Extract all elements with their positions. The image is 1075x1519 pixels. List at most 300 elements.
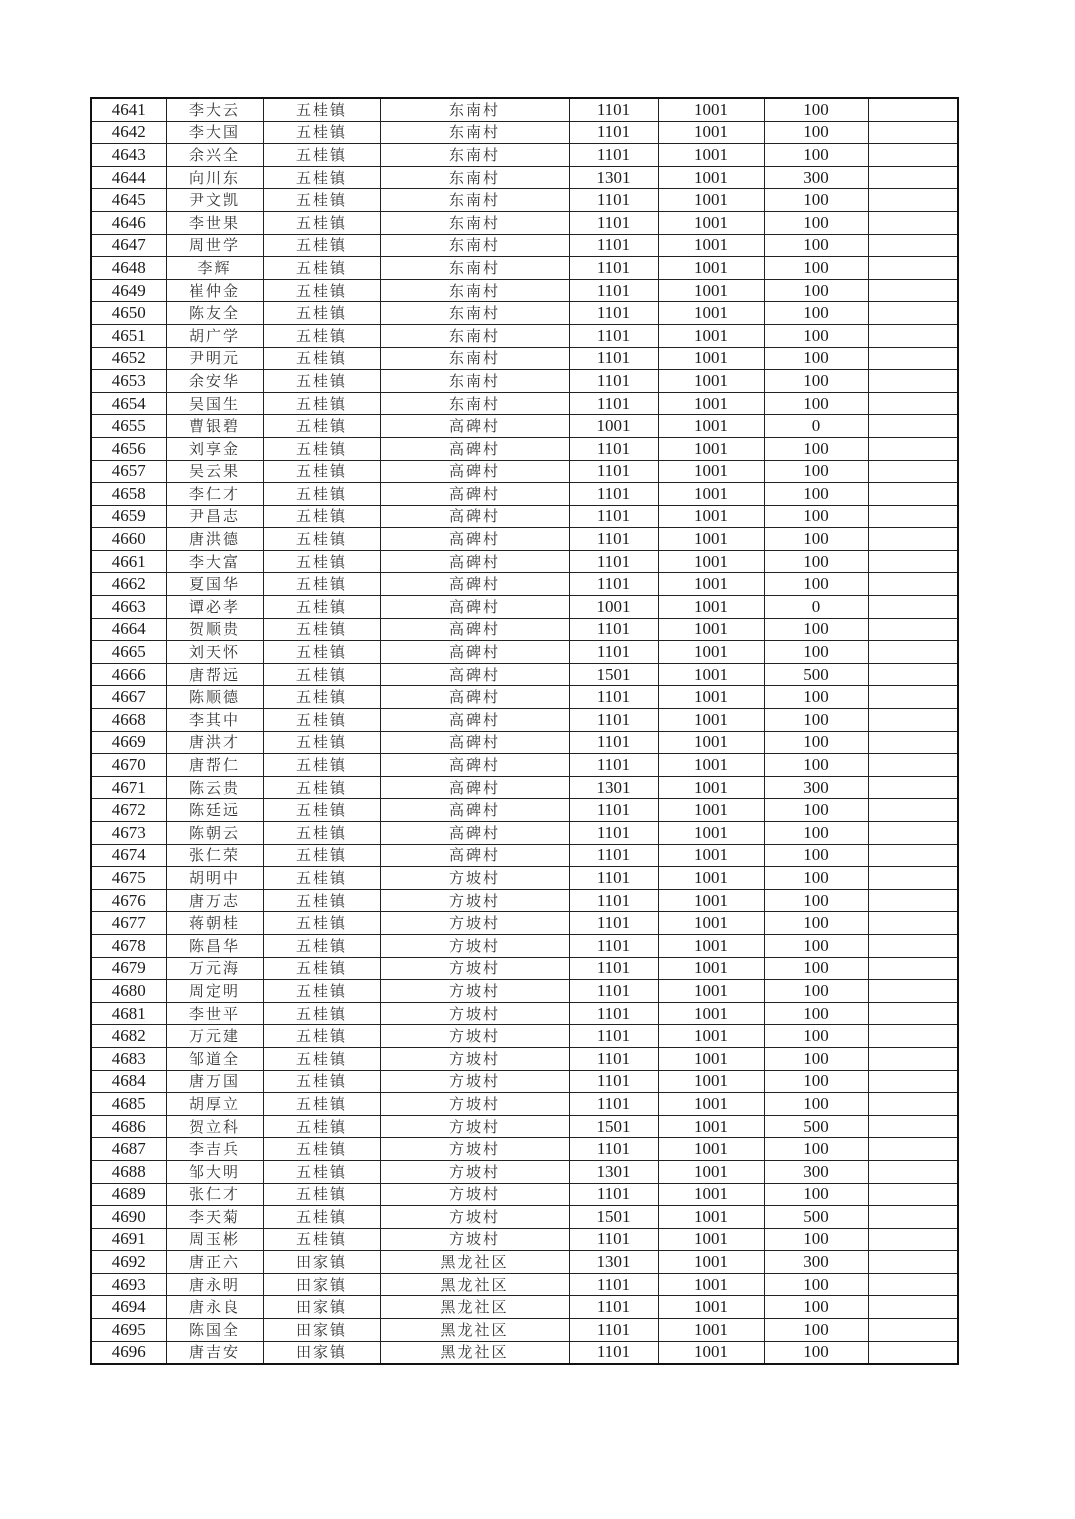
cell-town: 五桂镇 <box>263 528 380 551</box>
cell-name: 蒋朝桂 <box>166 912 263 935</box>
table-row <box>91 415 958 438</box>
cell-town: 五桂镇 <box>263 324 380 347</box>
cell-id: 4641 <box>91 98 166 121</box>
cell-amount: 300 <box>764 1251 868 1274</box>
cell-code-b: 1001 <box>658 211 764 234</box>
cell-name: 刘享金 <box>166 437 263 460</box>
cell-note <box>868 302 958 325</box>
cell-town: 五桂镇 <box>263 776 380 799</box>
cell-town: 田家镇 <box>263 1251 380 1274</box>
cell-code-b: 1001 <box>658 460 764 483</box>
cell-name: 尹明元 <box>166 347 263 370</box>
cell-village: 高碑村 <box>380 437 569 460</box>
cell-amount: 100 <box>764 189 868 212</box>
cell-id: 4652 <box>91 347 166 370</box>
cell-note <box>868 370 958 393</box>
cell-code-b: 1001 <box>658 799 764 822</box>
table-row <box>91 867 958 890</box>
cell-note <box>868 1093 958 1116</box>
table-row <box>91 596 958 619</box>
cell-note <box>868 505 958 528</box>
cell-note <box>868 1047 958 1070</box>
cell-id: 4685 <box>91 1093 166 1116</box>
cell-note <box>868 483 958 506</box>
cell-id: 4665 <box>91 641 166 664</box>
cell-town: 五桂镇 <box>263 934 380 957</box>
cell-note <box>868 799 958 822</box>
cell-note <box>868 912 958 935</box>
cell-id: 4694 <box>91 1296 166 1319</box>
cell-id: 4695 <box>91 1319 166 1342</box>
cell-code-a: 1101 <box>569 1228 658 1251</box>
cell-name: 唐万国 <box>166 1070 263 1093</box>
cell-town: 五桂镇 <box>263 460 380 483</box>
cell-code-b: 1001 <box>658 166 764 189</box>
cell-code-b: 1001 <box>658 347 764 370</box>
cell-code-b: 1001 <box>658 1206 764 1229</box>
cell-id: 4656 <box>91 437 166 460</box>
cell-id: 4660 <box>91 528 166 551</box>
cell-note <box>868 1070 958 1093</box>
cell-code-b: 1001 <box>658 1138 764 1161</box>
cell-code-a: 1301 <box>569 776 658 799</box>
cell-village: 东南村 <box>380 144 569 167</box>
cell-amount: 100 <box>764 505 868 528</box>
cell-village: 东南村 <box>380 121 569 144</box>
cell-id: 4674 <box>91 844 166 867</box>
cell-code-a: 1101 <box>569 1070 658 1093</box>
cell-village: 黑龙社区 <box>380 1251 569 1274</box>
cell-town: 五桂镇 <box>263 754 380 777</box>
table-row <box>91 1319 958 1342</box>
cell-village: 方坡村 <box>380 1160 569 1183</box>
cell-town: 五桂镇 <box>263 392 380 415</box>
cell-id: 4687 <box>91 1138 166 1161</box>
cell-name: 余兴全 <box>166 144 263 167</box>
table-row <box>91 573 958 596</box>
cell-amount: 100 <box>764 618 868 641</box>
cell-name: 万元海 <box>166 957 263 980</box>
cell-note <box>868 1025 958 1048</box>
table-row <box>91 1183 958 1206</box>
cell-id: 4688 <box>91 1160 166 1183</box>
cell-note <box>868 437 958 460</box>
cell-code-a: 1101 <box>569 370 658 393</box>
cell-town: 五桂镇 <box>263 596 380 619</box>
cell-code-b: 1001 <box>658 324 764 347</box>
cell-note <box>868 663 958 686</box>
cell-code-b: 1001 <box>658 641 764 664</box>
cell-town: 五桂镇 <box>263 663 380 686</box>
cell-code-b: 1001 <box>658 1251 764 1274</box>
cell-id: 4647 <box>91 234 166 257</box>
cell-code-b: 1001 <box>658 1093 764 1116</box>
cell-amount: 100 <box>764 1273 868 1296</box>
cell-village: 东南村 <box>380 98 569 121</box>
cell-name: 陈国全 <box>166 1319 263 1342</box>
cell-note <box>868 1296 958 1319</box>
cell-village: 高碑村 <box>380 709 569 732</box>
cell-name: 尹昌志 <box>166 505 263 528</box>
cell-code-a: 1101 <box>569 1093 658 1116</box>
cell-id: 4655 <box>91 415 166 438</box>
cell-village: 高碑村 <box>380 754 569 777</box>
cell-name: 李大国 <box>166 121 263 144</box>
cell-code-b: 1001 <box>658 686 764 709</box>
cell-note <box>868 528 958 551</box>
cell-village: 方坡村 <box>380 1070 569 1093</box>
cell-name: 胡厚立 <box>166 1093 263 1116</box>
cell-code-b: 1001 <box>658 121 764 144</box>
cell-amount: 100 <box>764 121 868 144</box>
cell-town: 五桂镇 <box>263 573 380 596</box>
cell-amount: 0 <box>764 596 868 619</box>
cell-note <box>868 392 958 415</box>
cell-amount: 100 <box>764 257 868 280</box>
cell-amount: 100 <box>764 822 868 845</box>
cell-amount: 100 <box>764 957 868 980</box>
cell-town: 五桂镇 <box>263 234 380 257</box>
cell-name: 张仁荣 <box>166 844 263 867</box>
cell-amount: 100 <box>764 980 868 1003</box>
cell-name: 陈朝云 <box>166 822 263 845</box>
cell-code-b: 1001 <box>658 980 764 1003</box>
cell-village: 方坡村 <box>380 912 569 935</box>
cell-note <box>868 257 958 280</box>
cell-town: 五桂镇 <box>263 211 380 234</box>
cell-code-b: 1001 <box>658 1183 764 1206</box>
cell-village: 高碑村 <box>380 618 569 641</box>
cell-amount: 100 <box>764 912 868 935</box>
cell-town: 五桂镇 <box>263 618 380 641</box>
cell-amount: 100 <box>764 550 868 573</box>
cell-name: 余安华 <box>166 370 263 393</box>
cell-note <box>868 234 958 257</box>
cell-name: 刘天怀 <box>166 641 263 664</box>
cell-id: 4649 <box>91 279 166 302</box>
cell-name: 李世果 <box>166 211 263 234</box>
cell-code-a: 1101 <box>569 257 658 280</box>
cell-amount: 100 <box>764 889 868 912</box>
cell-village: 方坡村 <box>380 1228 569 1251</box>
cell-id: 4676 <box>91 889 166 912</box>
cell-id: 4677 <box>91 912 166 935</box>
table-row <box>91 347 958 370</box>
cell-code-a: 1101 <box>569 144 658 167</box>
cell-code-b: 1001 <box>658 1047 764 1070</box>
table-row <box>91 709 958 732</box>
cell-village: 高碑村 <box>380 686 569 709</box>
cell-note <box>868 844 958 867</box>
cell-id: 4671 <box>91 776 166 799</box>
cell-town: 五桂镇 <box>263 1183 380 1206</box>
cell-name: 李大富 <box>166 550 263 573</box>
cell-town: 五桂镇 <box>263 1002 380 1025</box>
cell-village: 高碑村 <box>380 799 569 822</box>
cell-name: 谭必孝 <box>166 596 263 619</box>
cell-town: 田家镇 <box>263 1273 380 1296</box>
cell-village: 方坡村 <box>380 1115 569 1138</box>
cell-code-b: 1001 <box>658 1025 764 1048</box>
table-body <box>91 98 958 1364</box>
cell-amount: 100 <box>764 98 868 121</box>
cell-name: 邹道全 <box>166 1047 263 1070</box>
cell-id: 4691 <box>91 1228 166 1251</box>
cell-name: 唐永良 <box>166 1296 263 1319</box>
cell-village: 高碑村 <box>380 505 569 528</box>
cell-note <box>868 618 958 641</box>
cell-id: 4661 <box>91 550 166 573</box>
cell-code-a: 1101 <box>569 483 658 506</box>
cell-name: 陈云贵 <box>166 776 263 799</box>
table-row <box>91 663 958 686</box>
cell-code-a: 1101 <box>569 618 658 641</box>
cell-village: 东南村 <box>380 370 569 393</box>
table-row <box>91 505 958 528</box>
table-row <box>91 1273 958 1296</box>
cell-village: 方坡村 <box>380 1183 569 1206</box>
cell-code-a: 1101 <box>569 889 658 912</box>
cell-id: 4693 <box>91 1273 166 1296</box>
cell-code-b: 1001 <box>658 189 764 212</box>
cell-id: 4654 <box>91 392 166 415</box>
cell-note <box>868 822 958 845</box>
cell-code-a: 1101 <box>569 641 658 664</box>
cell-amount: 100 <box>764 324 868 347</box>
cell-code-b: 1001 <box>658 844 764 867</box>
cell-village: 黑龙社区 <box>380 1341 569 1364</box>
table-row <box>91 1025 958 1048</box>
cell-code-b: 1001 <box>658 731 764 754</box>
cell-note <box>868 144 958 167</box>
cell-code-b: 1001 <box>658 392 764 415</box>
cell-code-b: 1001 <box>658 934 764 957</box>
table-row <box>91 822 958 845</box>
table-row <box>91 302 958 325</box>
cell-code-b: 1001 <box>658 1228 764 1251</box>
cell-amount: 100 <box>764 1341 868 1364</box>
cell-id: 4670 <box>91 754 166 777</box>
cell-town: 五桂镇 <box>263 889 380 912</box>
cell-code-a: 1101 <box>569 347 658 370</box>
cell-village: 方坡村 <box>380 1206 569 1229</box>
cell-id: 4668 <box>91 709 166 732</box>
cell-id: 4680 <box>91 980 166 1003</box>
table-row <box>91 754 958 777</box>
cell-id: 4679 <box>91 957 166 980</box>
cell-amount: 0 <box>764 415 868 438</box>
cell-town: 五桂镇 <box>263 505 380 528</box>
cell-amount: 100 <box>764 528 868 551</box>
cell-amount: 300 <box>764 776 868 799</box>
cell-code-a: 1101 <box>569 709 658 732</box>
cell-town: 五桂镇 <box>263 347 380 370</box>
cell-id: 4644 <box>91 166 166 189</box>
cell-code-b: 1001 <box>658 573 764 596</box>
cell-note <box>868 347 958 370</box>
cell-amount: 500 <box>764 663 868 686</box>
cell-code-b: 1001 <box>658 483 764 506</box>
cell-note <box>868 1115 958 1138</box>
table-row <box>91 144 958 167</box>
cell-id: 4643 <box>91 144 166 167</box>
cell-note <box>868 1251 958 1274</box>
cell-village: 高碑村 <box>380 776 569 799</box>
cell-code-a: 1101 <box>569 1002 658 1025</box>
cell-note <box>868 1138 958 1161</box>
cell-code-b: 1001 <box>658 822 764 845</box>
data-table <box>90 97 959 1365</box>
cell-name: 唐帮仁 <box>166 754 263 777</box>
cell-code-a: 1501 <box>569 1115 658 1138</box>
cell-code-a: 1101 <box>569 799 658 822</box>
cell-code-a: 1501 <box>569 663 658 686</box>
cell-name: 夏国华 <box>166 573 263 596</box>
cell-note <box>868 709 958 732</box>
cell-code-a: 1301 <box>569 1251 658 1274</box>
table-row <box>91 189 958 212</box>
cell-amount: 100 <box>764 279 868 302</box>
cell-note <box>868 754 958 777</box>
cell-code-b: 1001 <box>658 370 764 393</box>
table-row <box>91 799 958 822</box>
cell-code-b: 1001 <box>658 1296 764 1319</box>
cell-amount: 100 <box>764 302 868 325</box>
cell-note <box>868 98 958 121</box>
cell-town: 五桂镇 <box>263 686 380 709</box>
cell-note <box>868 460 958 483</box>
cell-name: 万元建 <box>166 1025 263 1048</box>
cell-note <box>868 189 958 212</box>
cell-id: 4648 <box>91 257 166 280</box>
cell-code-a: 1101 <box>569 844 658 867</box>
cell-code-b: 1001 <box>658 1115 764 1138</box>
cell-note <box>868 1206 958 1229</box>
cell-name: 周定明 <box>166 980 263 1003</box>
cell-amount: 100 <box>764 1093 868 1116</box>
cell-amount: 100 <box>764 867 868 890</box>
cell-note <box>868 957 958 980</box>
cell-town: 五桂镇 <box>263 867 380 890</box>
cell-town: 五桂镇 <box>263 709 380 732</box>
cell-code-a: 1101 <box>569 302 658 325</box>
cell-code-a: 1101 <box>569 279 658 302</box>
table-row <box>91 1138 958 1161</box>
table-row <box>91 1115 958 1138</box>
table-row <box>91 279 958 302</box>
cell-id: 4672 <box>91 799 166 822</box>
cell-town: 五桂镇 <box>263 257 380 280</box>
cell-code-a: 1101 <box>569 980 658 1003</box>
cell-note <box>868 731 958 754</box>
cell-code-b: 1001 <box>658 505 764 528</box>
cell-code-a: 1101 <box>569 1183 658 1206</box>
cell-name: 周世学 <box>166 234 263 257</box>
table-row <box>91 234 958 257</box>
cell-town: 五桂镇 <box>263 641 380 664</box>
table-row <box>91 1206 958 1229</box>
cell-name: 贺立科 <box>166 1115 263 1138</box>
cell-code-a: 1301 <box>569 1160 658 1183</box>
table-row <box>91 686 958 709</box>
cell-code-b: 1001 <box>658 437 764 460</box>
cell-note <box>868 573 958 596</box>
cell-amount: 100 <box>764 460 868 483</box>
cell-code-a: 1101 <box>569 528 658 551</box>
cell-town: 五桂镇 <box>263 822 380 845</box>
cell-code-a: 1101 <box>569 912 658 935</box>
cell-code-a: 1101 <box>569 505 658 528</box>
cell-town: 田家镇 <box>263 1296 380 1319</box>
cell-note <box>868 1002 958 1025</box>
cell-town: 五桂镇 <box>263 1206 380 1229</box>
cell-name: 唐洪才 <box>166 731 263 754</box>
cell-name: 李大云 <box>166 98 263 121</box>
cell-village: 东南村 <box>380 234 569 257</box>
cell-code-a: 1101 <box>569 1025 658 1048</box>
cell-name: 邹大明 <box>166 1160 263 1183</box>
cell-town: 五桂镇 <box>263 799 380 822</box>
cell-name: 吴国生 <box>166 392 263 415</box>
cell-code-b: 1001 <box>658 596 764 619</box>
cell-name: 唐正六 <box>166 1251 263 1274</box>
cell-amount: 100 <box>764 709 868 732</box>
cell-village: 高碑村 <box>380 596 569 619</box>
cell-village: 东南村 <box>380 279 569 302</box>
cell-id: 4666 <box>91 663 166 686</box>
cell-code-a: 1101 <box>569 460 658 483</box>
cell-code-a: 1101 <box>569 754 658 777</box>
cell-town: 五桂镇 <box>263 370 380 393</box>
cell-name: 唐万志 <box>166 889 263 912</box>
cell-id: 4662 <box>91 573 166 596</box>
cell-town: 五桂镇 <box>263 144 380 167</box>
cell-village: 方坡村 <box>380 1047 569 1070</box>
cell-town: 五桂镇 <box>263 1070 380 1093</box>
cell-code-a: 1101 <box>569 686 658 709</box>
cell-town: 五桂镇 <box>263 550 380 573</box>
cell-name: 陈友全 <box>166 302 263 325</box>
cell-code-b: 1001 <box>658 889 764 912</box>
cell-code-b: 1001 <box>658 550 764 573</box>
cell-code-b: 1001 <box>658 618 764 641</box>
cell-id: 4658 <box>91 483 166 506</box>
cell-amount: 100 <box>764 234 868 257</box>
cell-code-b: 1001 <box>658 234 764 257</box>
cell-amount: 100 <box>764 573 868 596</box>
cell-name: 李仁才 <box>166 483 263 506</box>
table-row <box>91 1160 958 1183</box>
table-row <box>91 1047 958 1070</box>
cell-town: 五桂镇 <box>263 1160 380 1183</box>
cell-amount: 100 <box>764 1070 868 1093</box>
cell-code-a: 1101 <box>569 731 658 754</box>
table-row <box>91 912 958 935</box>
cell-village: 方坡村 <box>380 867 569 890</box>
cell-village: 黑龙社区 <box>380 1273 569 1296</box>
cell-id: 4646 <box>91 211 166 234</box>
cell-id: 4689 <box>91 1183 166 1206</box>
cell-code-a: 1101 <box>569 234 658 257</box>
cell-amount: 300 <box>764 1160 868 1183</box>
cell-id: 4642 <box>91 121 166 144</box>
cell-amount: 500 <box>764 1206 868 1229</box>
cell-name: 李吉兵 <box>166 1138 263 1161</box>
cell-code-a: 1101 <box>569 98 658 121</box>
cell-code-a: 1101 <box>569 392 658 415</box>
cell-town: 五桂镇 <box>263 437 380 460</box>
cell-code-a: 1101 <box>569 822 658 845</box>
